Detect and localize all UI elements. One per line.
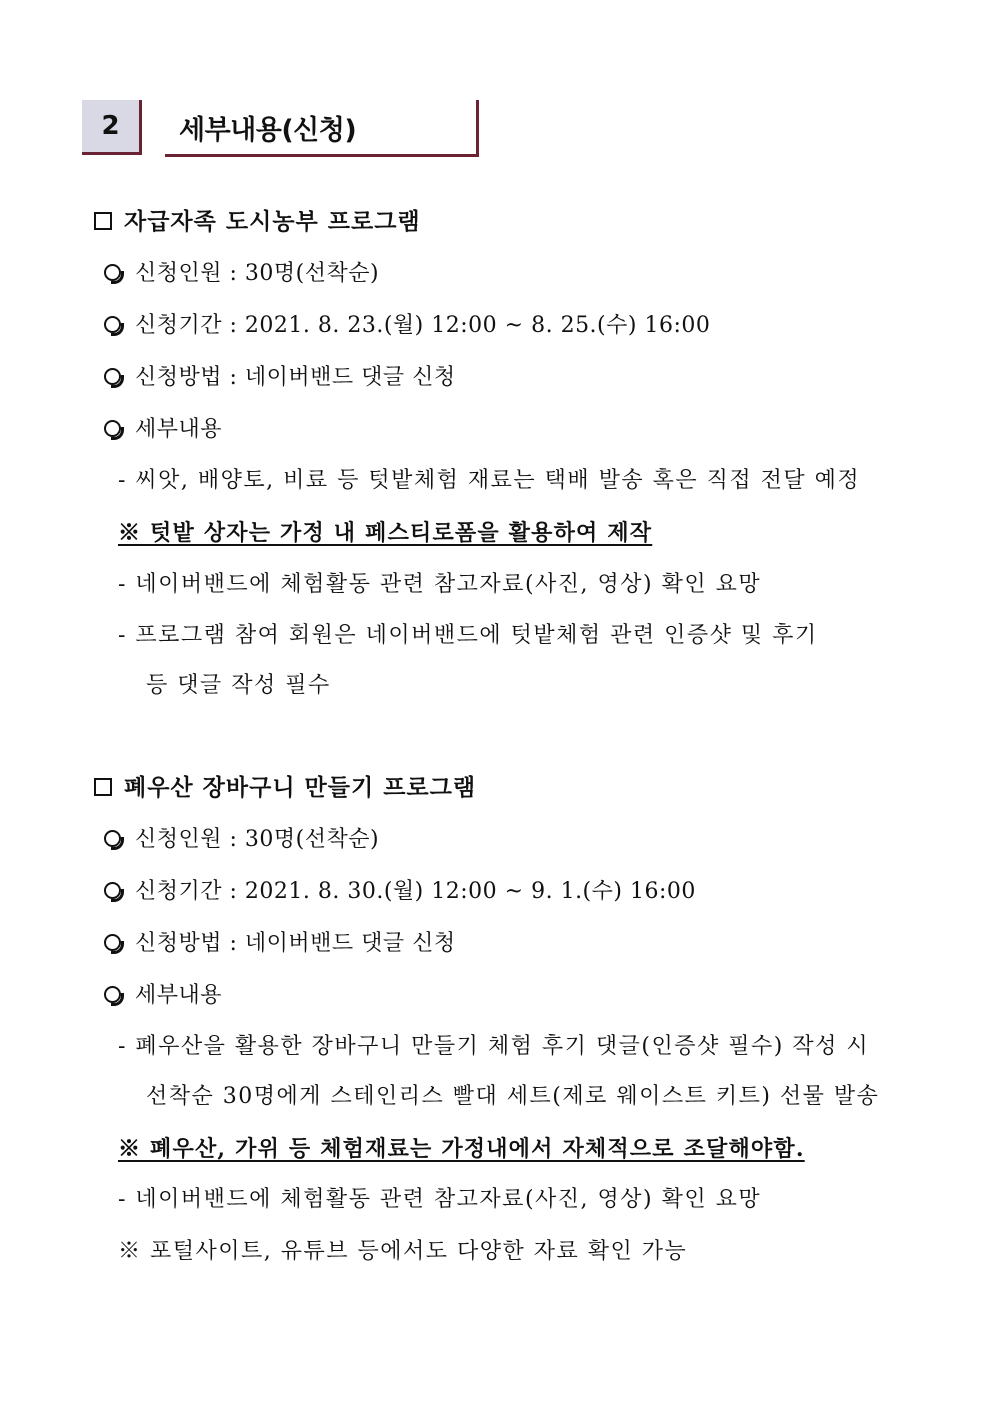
circle-bullet-icon [104,830,121,847]
checkbox-square-icon [94,778,112,796]
detail-line: - 씨앗, 배양토, 비료 등 텃밭체험 재료는 택배 발송 혹은 직접 전달 예정 [118,468,861,493]
section-title-box [165,100,479,157]
circle-bullet-icon [104,420,121,437]
circle-bullet-icon [104,986,121,1003]
detail-line: - 네이버밴드에 체험활동 관련 참고자료(사진, 영상) 확인 요망 [118,572,762,597]
section-header [82,100,482,160]
info-item: 신청기간 : 2021. 8. 30.(월) 12:00 ~ 9. 1.(수) 16:00 [104,877,696,907]
note-line: ※ 폐우산, 가위 등 체험재료는 가정내에서 자체적으로 조달해야함. [118,1136,805,1162]
info-item: 신청방법 : 네이버밴드 댓글 신청 [104,929,456,959]
program-title-2: 폐우산 장바구니 만들기 프로그램 [94,773,476,803]
reference-note: ※ 포털사이트, 유튜브 등에서도 다양한 자료 확인 가능 [118,1239,688,1264]
circle-bullet-icon [104,368,121,385]
circle-bullet-icon [104,264,121,281]
note-line: ※ 텃밭 상자는 가정 내 페스티로폼을 활용하여 제작 [118,520,653,546]
checkbox-square-icon [94,212,112,230]
detail-line-continued: 선착순 30명에게 스테인리스 빨대 세트(제로 웨이스트 키트) 선물 발송 [146,1084,880,1109]
info-item: 세부내용 [104,981,222,1011]
detail-line-continued: 등 댓글 작성 필수 [146,673,331,698]
info-item: 신청기간 : 2021. 8. 23.(월) 12:00 ~ 8. 25.(수) 16:00 [104,311,710,341]
program-title-1: 자급자족 도시농부 프로그램 [94,207,421,237]
detail-line: - 프로그램 참여 회원은 네이버밴드에 텃밭체험 관련 인증샷 및 후기 [118,623,818,648]
section-number: 2 [82,100,142,155]
circle-bullet-icon [104,316,121,333]
info-item: 신청인원 : 30명(선착순) [104,259,379,289]
circle-bullet-icon [104,934,121,951]
detail-line: - 네이버밴드에 체험활동 관련 참고자료(사진, 영상) 확인 요망 [118,1187,762,1212]
info-item: 신청방법 : 네이버밴드 댓글 신청 [104,363,456,393]
info-item: 신청인원 : 30명(선착순) [104,825,379,855]
info-item: 세부내용 [104,415,222,445]
page-title: 세부내용(신청) [179,114,357,146]
detail-line: - 폐우산을 활용한 장바구니 만들기 체험 후기 댓글(인증샷 필수) 작성 시 [118,1034,870,1059]
circle-bullet-icon [104,882,121,899]
